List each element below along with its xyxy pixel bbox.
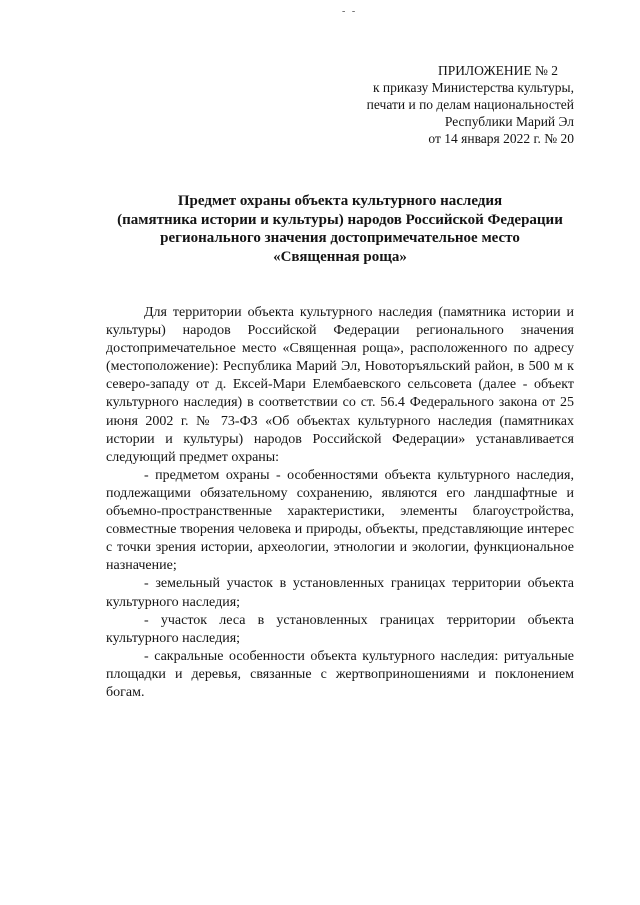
title-line: «Священная роща»: [273, 248, 407, 265]
intro-paragraph: Для территории объекта культурного наследия (памятника истории и культуры) народов Российской Федерации регионального значения достопримечательное место «Священная роща», расположенного по адресу (местоположение): Республика Марий Эл, Новоторъяльский район, в 500 м к северо-западу от д. Ексей-Мари Елембаевского сельсовета (далее - объект культурного наследия) в соответствии со ст. 56.4 Федерального закона от 25 июня 2002 г. № 73-ФЗ «Об объектах культурного наследия (памятниках истории и культуры) народов Российской Федерации» устанавливается следующий предмет охраны:: [106, 305, 574, 465]
scan-mark: - -: [342, 6, 358, 17]
appendix-line: к приказу Министерства культуры,: [373, 80, 574, 95]
title-line: (памятника истории и культуры) народов Российской Федерации: [117, 211, 563, 228]
document-body: [106, 304, 574, 702]
title-line: Предмет охраны объекта культурного наследия: [177, 193, 503, 209]
list-item: - участок леса в установленных границах территории объекта культурного наследия;: [106, 612, 574, 646]
list-item: - земельный участок в установленных границах территории объекта культурного наследия;: [106, 576, 574, 610]
appendix-block: [367, 62, 574, 147]
document-title: [60, 192, 620, 266]
list-item: - сакральные особенности объекта культурного наследия: ритуальные площадки и деревья, связанные с жертвоприношениями и поклонением богам.: [106, 648, 574, 700]
appendix-heading: ПРИЛОЖЕНИЕ № 2: [437, 63, 558, 78]
appendix-line: печати и по делам национальностей: [366, 97, 574, 112]
list-item: - предметом охраны - особенностями объекта культурного наследия, подлежащими обязательному сохранению, являются его ландшафтные и объемно-пространственные характеристики, элементы благоустройства, совместные творения человека и природы, объекты, представляющие интерес с точки зрения истории, археологии, этнологии и экологии, функциональное назначение;: [106, 467, 574, 574]
title-line: регионального значения достопримечательное место: [160, 230, 520, 246]
appendix-date-line: от 14 января 2022 г. № 20: [428, 131, 574, 146]
appendix-line: Республики Марий Эл: [444, 114, 574, 129]
